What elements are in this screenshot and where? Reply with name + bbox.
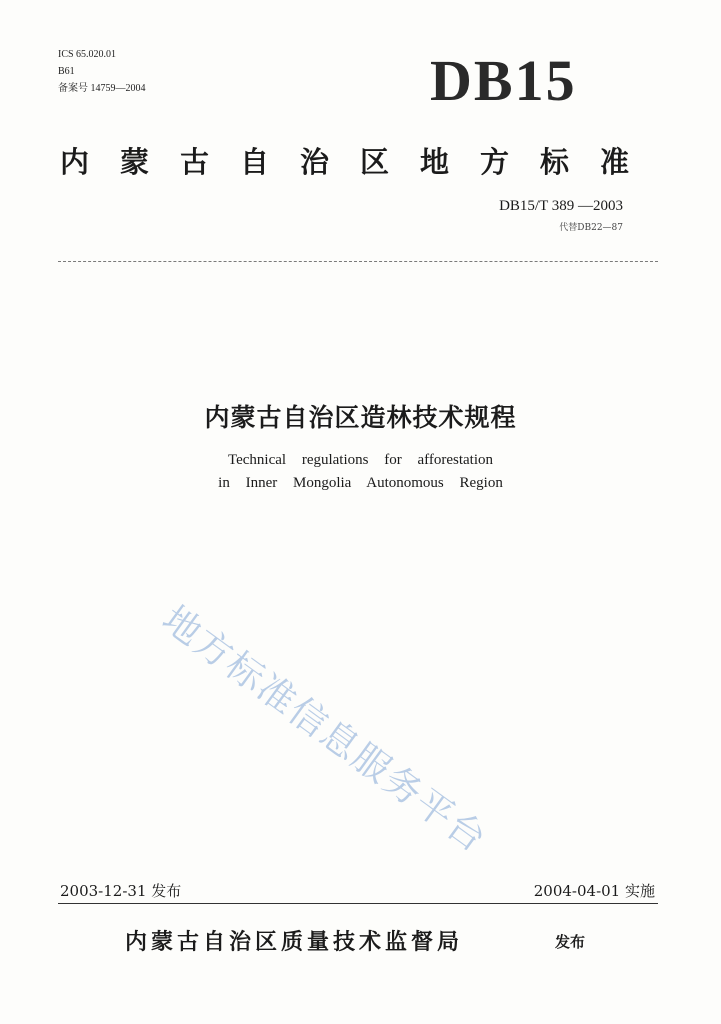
standard-code: DB15/T 389 —2003 — [499, 198, 623, 214]
category-code: B61 — [58, 66, 75, 77]
title-english-line1: Technical regulations for afforestation — [228, 452, 493, 468]
watermark: 地方标准信息服务平台 — [154, 597, 496, 862]
classification-block — [58, 46, 146, 97]
db15-logo: DB15 — [430, 48, 577, 113]
title-english-line2: in Inner Mongolia Autonomous Region — [218, 475, 503, 491]
ics-code: ICS 65.020.01 — [58, 49, 117, 60]
issuing-authority: 内蒙古自治区质量技术监督局 — [125, 929, 464, 955]
header-divider — [58, 261, 658, 262]
implementation-date: 2004-04-01 实施 — [533, 882, 655, 900]
issue-date: 2003-12-31 发布 — [60, 882, 182, 900]
title-chinese: 内蒙古自治区造林技术规程 — [204, 403, 517, 432]
footer-divider — [58, 903, 658, 904]
issuing-label: 发布 — [555, 933, 586, 951]
standard-type-heading: 内蒙古自治区地方标准 — [60, 145, 661, 179]
replaces-note: 代替DB22—87 — [559, 223, 623, 233]
filing-number: 备案号 14759—2004 — [58, 83, 146, 94]
